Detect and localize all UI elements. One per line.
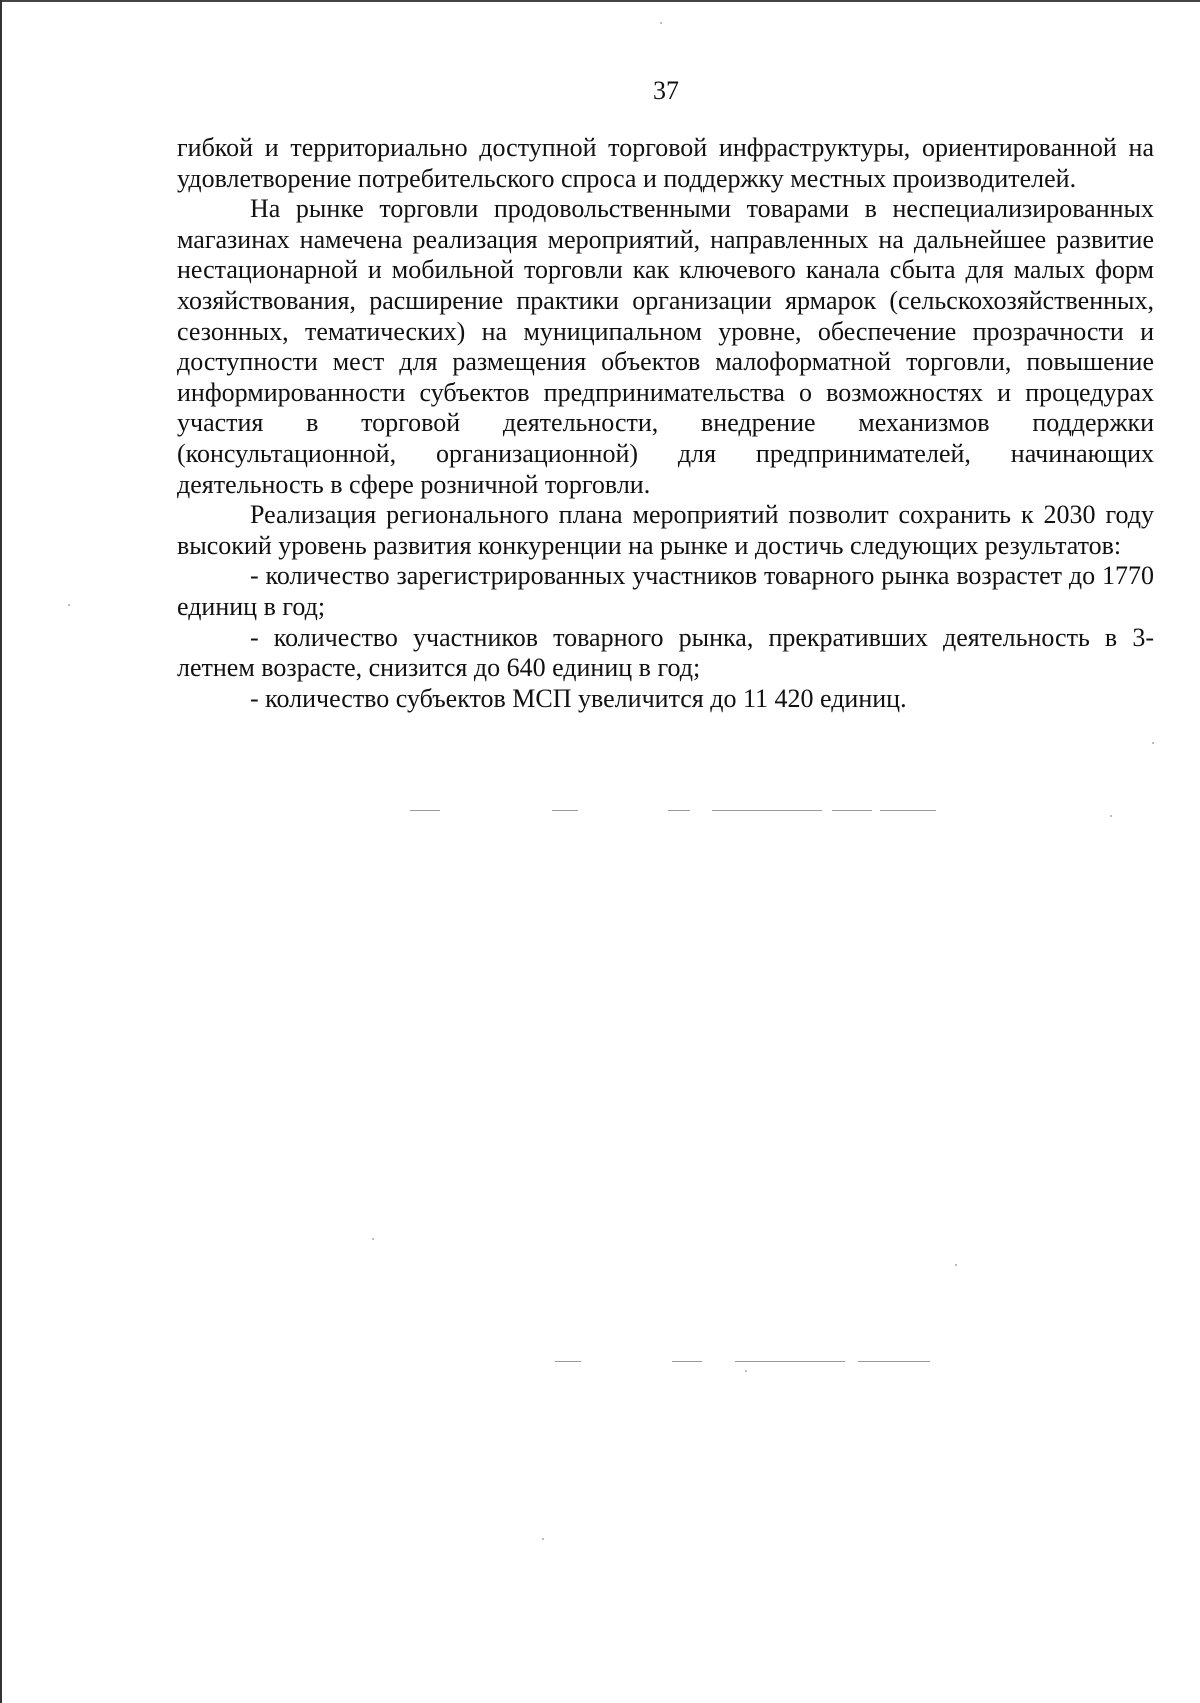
scan-artifact-line [668, 810, 690, 811]
paragraph-market-measures: На рынке торговли продовольственными товарами в неспециализированных магазинах намечена реализация мероприятий, направленных на дальнейшее развитие нестационарной и мобильной торговли как ключевого канала сбыта для малых форм хозяйствования, расширение практики организации ярмарок (сельскохозяйственных, сезонных, тематических) на муниципальном уровне, обеспечение прозрачности и доступности мест для размещения объектов малоформатной торговли, повышение информированности субъектов предпринимательства о возможностях и процедурах участия в торговой деятельности, внедрение механизмов поддержки (консультационной, организационной) для предпринимателей, начинающих деятельность в сфере розничной торговли. [177, 194, 1154, 499]
scan-speck [1110, 815, 1112, 817]
scan-speck [955, 1264, 957, 1266]
scan-speck [542, 1538, 544, 1540]
paragraph-continuation: гибкой и территориально доступной торговой инфраструктуры, ориентированной на удовлетворение потребительского спроса и поддержку местных производителей. [177, 133, 1154, 193]
scan-artifact-line [880, 810, 936, 811]
paragraph-plan-results: Реализация регионального плана мероприятий позволит сохранить к 2030 году высокий уровень развития конкуренции на рынке и достичь следующих результатов: [177, 500, 1154, 560]
scan-artifact-line [552, 810, 578, 811]
page-number: 37 [653, 76, 679, 105]
scan-artifact-line [712, 810, 822, 811]
scan-speck [1152, 742, 1154, 744]
scan-artifact-line [555, 1361, 581, 1362]
scan-artifact-line [735, 1361, 845, 1362]
scan-speck [745, 1370, 747, 1372]
scan-artifact-line [410, 810, 440, 811]
document-body [177, 133, 1154, 714]
scan-edge-left [0, 0, 2, 1703]
scan-speck [660, 22, 662, 24]
result-item-registered: - количество зарегистрированных участников товарного рынка возрастет до 1770 единиц в год; [177, 561, 1154, 621]
scan-speck [68, 604, 70, 606]
scan-speck [372, 1238, 374, 1240]
scan-artifact-line [858, 1361, 930, 1362]
result-item-msp: - количество субъектов МСП увеличится до 11 420 единиц. [250, 683, 907, 713]
scan-artifact-line [672, 1361, 702, 1362]
result-item-ceased: - количество участников товарного рынка, прекративших деятельность в 3-летнем возрасте, снизится до 640 единиц в год; [177, 622, 1154, 683]
scan-artifact-line [832, 810, 872, 811]
scan-edge-top [0, 0, 1200, 2]
